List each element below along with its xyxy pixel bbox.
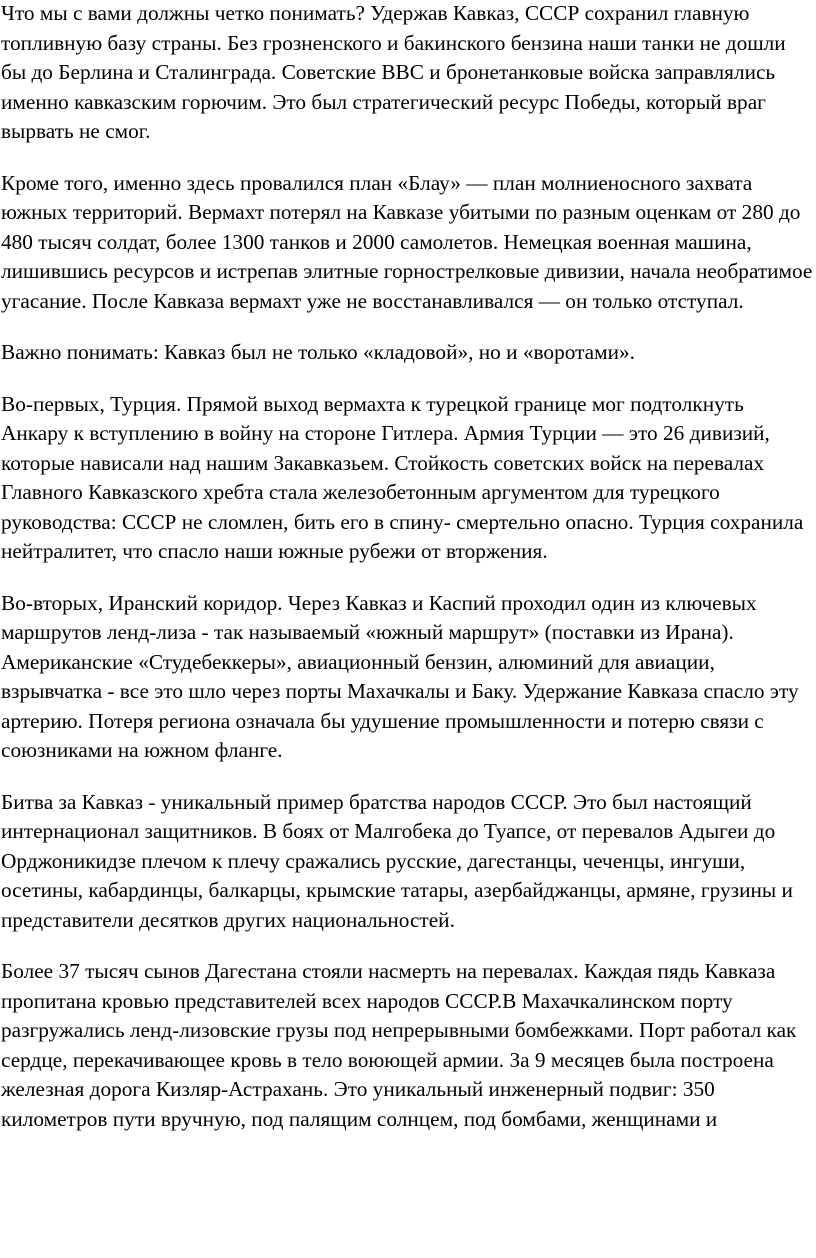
paragraph-plan-blau: Кроме того, именно здесь провалился план «Блау» — план молниеносного захвата южных территорий. Вермахт потерял на Кавказе убитыми по разным оценкам от 280 до 480 тысяч солдат, более 1300 танков и 2000 самолетов. Немецкая военная машина, лишившись ресурсов и истрепав элитные горнострелковые дивизии, начала необратимое угасание. После Кавказа вермахт уже не восстанавливался — он только отступал. — [1, 170, 813, 313]
paragraph-turkey: Во-первых, Турция. Прямой выход вермахта к турецкой границе мог подтолкнуть Анкару к вступлению в войну на стороне Гитлера. Армия Турции — это 26 дивизий, которые нависали над нашим Закавказьем. Стойкость советских войск на перевалах Главного Кавказского хребта стала железобетонным аргументом для турецкого руководства: СССР не сломлен, бить его в спину- смертельно опасно. Турция сохранила нейтралитет, что спасло наши южные рубежи от вторжения. — [1, 391, 804, 563]
paragraph-dagestan: Более 37 тысяч сынов Дагестана стояли насмерть на перевалах. Каждая пядь Кавказа пропитана кровью представителей всех народов СССР.В Махачкалинском порту разгружались ленд-лизовские грузы под непрерывными бомбежками. Порт работал как сердце, перекачивающее кровь в тело воюющей армии. За 9 месяцев была построена железная дорога Кизляр-Астрахань. Это уникальный инженерный подвиг: 350 километров пути вручную, под палящим солнцем, под бомбами, женщинами и — [1, 959, 797, 1131]
paragraph-fuel-base: Что мы с вами должны четко понимать? Удержав Кавказ, СССР сохранил главную топливную базу страны. Без грозненского и бакинского бензина наши танки не дошли бы до Берлина и Сталинграда. Советские ВВС и бронетанковые войска заправлялись именно кавказским горючим. Это был стратегический ресурс Победы, который враг вырвать не смог. — [1, 1, 786, 143]
paragraph-brotherhood: Битва за Кавказ - уникальный пример братства народов СССР. Это был настоящий интернационал защитников. В боях от Малгобека до Туапсе, от перевалов Адыгеи до Орджоникидзе плечом к плечу сражались русские, дагестанцы, чеченцы, ингуши, осетины, кабардинцы, балкарцы, крымские татары, азербайджанцы, армяне, грузины и представители десятков других национальностей. — [1, 789, 793, 932]
paragraph-iran-corridor: Во-вторых, Иранский коридор. Через Кавказ и Каспий проходил один из ключевых маршрутов ленд-лиза - так называемый «южный маршрут» (поставки из Ирана). Американские «Студебеккеры», авиационный бензин, алюминий для авиации, взрывчатка - все это шло через порты Махачкалы и Баку. Удержание Кавказа спасло эту артерию. Потеря региона означала бы удушение промышленности и потерю связи с союзниками на южном фланге. — [1, 590, 799, 762]
paragraph-gates: Важно понимать: Кавказ был не только «кладовой», но и «воротами». — [1, 340, 635, 364]
